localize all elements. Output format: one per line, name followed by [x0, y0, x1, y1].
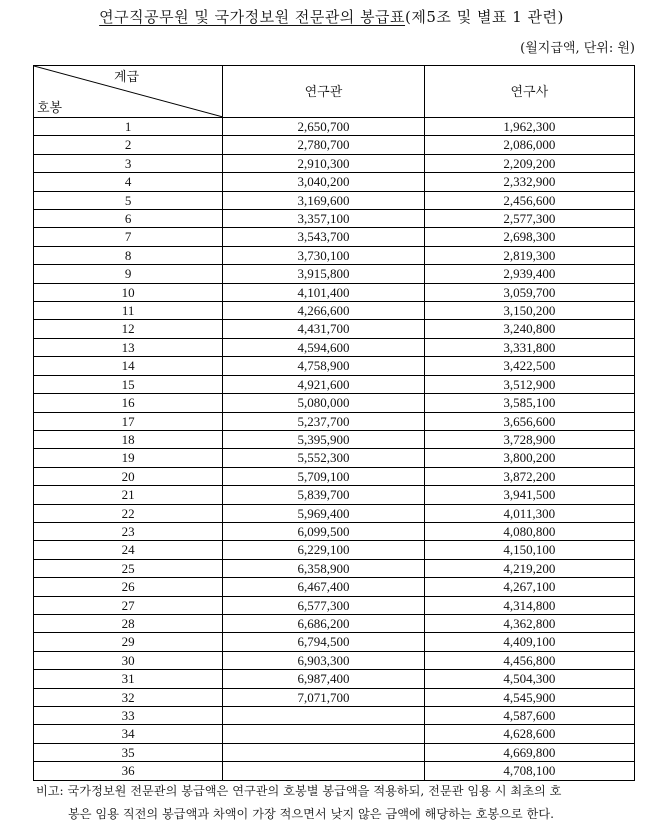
step-cell: 30: [34, 651, 223, 669]
researcher-senior-cell: 3,543,700: [223, 228, 424, 246]
table-row: [34, 670, 635, 688]
researcher-cell: 2,209,200: [424, 154, 634, 172]
table-row: [34, 338, 635, 356]
table-row: [34, 651, 635, 669]
researcher-cell: 3,656,600: [424, 412, 634, 430]
table-row: [34, 430, 635, 448]
table-row: [34, 375, 635, 393]
researcher-cell: 3,585,100: [424, 394, 634, 412]
researcher-cell: 3,941,500: [424, 486, 634, 504]
researcher-cell: 4,545,900: [424, 688, 634, 706]
salary-table: [33, 65, 635, 781]
step-cell: 10: [34, 283, 223, 301]
step-cell: 34: [34, 725, 223, 743]
researcher-cell: 2,939,400: [424, 265, 634, 283]
researcher-senior-cell: 5,080,000: [223, 394, 424, 412]
table-row: [34, 154, 635, 172]
researcher-cell: 2,332,900: [424, 173, 634, 191]
remark-line-2: 봉은 임용 직전의 봉급액과 차액이 가장 적으면서 낮지 않은 금액에 해당하는 호봉으로 한다.: [68, 807, 554, 821]
table-row: [34, 228, 635, 246]
researcher-senior-cell: 4,431,700: [223, 320, 424, 338]
table-row: [34, 246, 635, 264]
table-row: [34, 449, 635, 467]
step-cell: 12: [34, 320, 223, 338]
table-row: [34, 762, 635, 780]
researcher-cell: 2,577,300: [424, 210, 634, 228]
table-row: [34, 412, 635, 430]
researcher-cell: 4,080,800: [424, 522, 634, 540]
step-cell: 25: [34, 559, 223, 577]
researcher-cell: 2,819,300: [424, 246, 634, 264]
researcher-cell: 1,962,300: [424, 118, 634, 136]
remark-note: [36, 780, 641, 826]
step-cell: 17: [34, 412, 223, 430]
table-row: [34, 725, 635, 743]
page-title: [0, 6, 663, 27]
step-cell: 31: [34, 670, 223, 688]
step-cell: 33: [34, 707, 223, 725]
step-cell: 18: [34, 430, 223, 448]
table-row: [34, 707, 635, 725]
researcher-senior-cell: [223, 743, 424, 761]
step-cell: 35: [34, 743, 223, 761]
researcher-cell: 4,628,600: [424, 725, 634, 743]
table-row: [34, 357, 635, 375]
table-row: [34, 578, 635, 596]
researcher-cell: 3,872,200: [424, 467, 634, 485]
step-cell: 1: [34, 118, 223, 136]
researcher-cell: 3,800,200: [424, 449, 634, 467]
step-cell: 15: [34, 375, 223, 393]
researcher-cell: 3,150,200: [424, 302, 634, 320]
researcher-senior-cell: 4,266,600: [223, 302, 424, 320]
table-row: [34, 522, 635, 540]
researcher-cell: 4,150,100: [424, 541, 634, 559]
table-row: [34, 504, 635, 522]
step-cell: 21: [34, 486, 223, 504]
researcher-cell: 4,504,300: [424, 670, 634, 688]
researcher-senior-cell: 5,839,700: [223, 486, 424, 504]
researcher-senior-cell: 6,467,400: [223, 578, 424, 596]
researcher-cell: 4,219,200: [424, 559, 634, 577]
header-step-label: 호봉: [37, 99, 63, 115]
step-cell: 4: [34, 173, 223, 191]
step-cell: 14: [34, 357, 223, 375]
researcher-cell: 4,587,600: [424, 707, 634, 725]
researcher-cell: 2,456,600: [424, 191, 634, 209]
table-row: [34, 541, 635, 559]
researcher-cell: 2,698,300: [424, 228, 634, 246]
table-row: [34, 320, 635, 338]
step-cell: 19: [34, 449, 223, 467]
researcher-senior-cell: 3,730,100: [223, 246, 424, 264]
researcher-senior-cell: 3,915,800: [223, 265, 424, 283]
step-cell: 11: [34, 302, 223, 320]
header-researcher: 연구사: [424, 66, 634, 118]
table-row: [34, 173, 635, 191]
researcher-senior-cell: 6,229,100: [223, 541, 424, 559]
researcher-senior-cell: 6,903,300: [223, 651, 424, 669]
table-row: [34, 118, 635, 136]
table-row: [34, 486, 635, 504]
researcher-senior-cell: 2,780,700: [223, 136, 424, 154]
researcher-senior-cell: [223, 707, 424, 725]
table-row: [34, 394, 635, 412]
step-cell: 3: [34, 154, 223, 172]
researcher-senior-cell: 6,577,300: [223, 596, 424, 614]
researcher-senior-cell: 6,099,500: [223, 522, 424, 540]
researcher-senior-cell: 4,594,600: [223, 338, 424, 356]
researcher-senior-cell: 6,987,400: [223, 670, 424, 688]
researcher-cell: 4,267,100: [424, 578, 634, 596]
unit-label: (월지급액, 단위: 원): [520, 41, 635, 56]
remark-line-1: 비고: 국가정보원 전문관의 봉급액은 연구관의 호봉별 봉급액을 적용하되, 전문관 임용 시 최초의 호: [36, 784, 562, 798]
researcher-senior-cell: 6,686,200: [223, 614, 424, 632]
researcher-senior-cell: 5,552,300: [223, 449, 424, 467]
table-row: [34, 743, 635, 761]
researcher-cell: 4,669,800: [424, 743, 634, 761]
researcher-senior-cell: 6,358,900: [223, 559, 424, 577]
step-cell: 2: [34, 136, 223, 154]
researcher-cell: 3,422,500: [424, 357, 634, 375]
step-cell: 6: [34, 210, 223, 228]
researcher-senior-cell: 5,237,700: [223, 412, 424, 430]
table-row: [34, 210, 635, 228]
step-cell: 23: [34, 522, 223, 540]
researcher-senior-cell: 5,969,400: [223, 504, 424, 522]
researcher-senior-cell: 4,758,900: [223, 357, 424, 375]
researcher-senior-cell: 2,650,700: [223, 118, 424, 136]
step-cell: 29: [34, 633, 223, 651]
table-row: [34, 302, 635, 320]
researcher-cell: 2,086,000: [424, 136, 634, 154]
title-main: 연구직공무원 및 국가정보원 전문관의 봉급표: [99, 8, 406, 26]
table-body: [34, 118, 635, 781]
researcher-senior-cell: 6,794,500: [223, 633, 424, 651]
step-cell: 8: [34, 246, 223, 264]
researcher-cell: 4,314,800: [424, 596, 634, 614]
step-cell: 16: [34, 394, 223, 412]
researcher-cell: 4,011,300: [424, 504, 634, 522]
researcher-cell: 3,059,700: [424, 283, 634, 301]
researcher-senior-cell: [223, 762, 424, 780]
researcher-senior-cell: 4,101,400: [223, 283, 424, 301]
table-row: [34, 559, 635, 577]
researcher-cell: 3,728,900: [424, 430, 634, 448]
researcher-senior-cell: 3,169,600: [223, 191, 424, 209]
title-reference: (제5조 및 별표 1 관련): [405, 8, 564, 26]
table-row: [34, 265, 635, 283]
step-cell: 24: [34, 541, 223, 559]
step-cell: 26: [34, 578, 223, 596]
researcher-cell: 4,362,800: [424, 614, 634, 632]
step-cell: 5: [34, 191, 223, 209]
table-header-row: [34, 66, 635, 118]
researcher-senior-cell: 3,040,200: [223, 173, 424, 191]
step-cell: 22: [34, 504, 223, 522]
researcher-cell: 3,240,800: [424, 320, 634, 338]
table-row: [34, 596, 635, 614]
researcher-senior-cell: 4,921,600: [223, 375, 424, 393]
table-row: [34, 467, 635, 485]
researcher-senior-cell: 3,357,100: [223, 210, 424, 228]
step-cell: 13: [34, 338, 223, 356]
diagonal-header-cell: [34, 66, 223, 118]
table-row: [34, 688, 635, 706]
researcher-senior-cell: 7,071,700: [223, 688, 424, 706]
table-row: [34, 633, 635, 651]
header-researcher-senior: 연구관: [223, 66, 424, 118]
researcher-senior-cell: [223, 725, 424, 743]
step-cell: 9: [34, 265, 223, 283]
step-cell: 36: [34, 762, 223, 780]
step-cell: 20: [34, 467, 223, 485]
researcher-cell: 4,409,100: [424, 633, 634, 651]
step-cell: 27: [34, 596, 223, 614]
researcher-senior-cell: 5,395,900: [223, 430, 424, 448]
step-cell: 7: [34, 228, 223, 246]
header-grade-label: 계급: [114, 69, 140, 84]
researcher-cell: 3,512,900: [424, 375, 634, 393]
researcher-cell: 4,708,100: [424, 762, 634, 780]
table-row: [34, 283, 635, 301]
researcher-senior-cell: 5,709,100: [223, 467, 424, 485]
researcher-senior-cell: 2,910,300: [223, 154, 424, 172]
table-row: [34, 136, 635, 154]
researcher-cell: 4,456,800: [424, 651, 634, 669]
researcher-cell: 3,331,800: [424, 338, 634, 356]
table-row: [34, 614, 635, 632]
table-row: [34, 191, 635, 209]
step-cell: 32: [34, 688, 223, 706]
step-cell: 28: [34, 614, 223, 632]
